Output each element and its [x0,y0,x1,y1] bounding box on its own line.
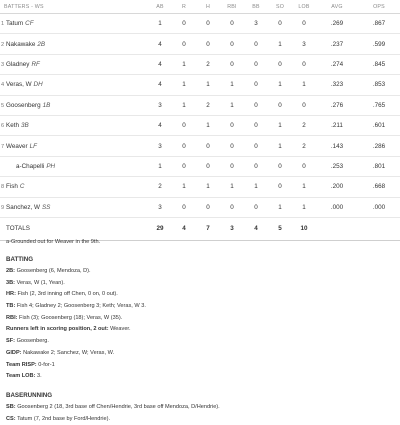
stat-rbi: 1 [220,177,244,197]
stat-ops: .801 [358,156,400,176]
stat-rbi: 0 [220,115,244,135]
batting-note-line [6,266,396,278]
player-cell [0,115,148,135]
batting-note-line [6,336,396,348]
player-cell [0,177,148,197]
col-lob-header[interactable]: LOB [292,0,316,14]
note-text: Weaver. [108,326,131,333]
player-position: 2B [37,40,46,48]
stat-avg: .237 [316,34,358,54]
stat-lob: 1 [292,177,316,197]
stat-lob: 2 [292,136,316,156]
player-position: SS [41,203,51,211]
stat-so: 1 [268,34,292,54]
batting-order: 8 [1,184,5,191]
stat-h: 1 [196,75,220,95]
col-rbi-header[interactable]: RBI [220,0,244,14]
note-text: Fish 4; Gladney 2; Goosenberg 3; Keth; Veras, W 3. [15,303,146,310]
stat-so: 0 [268,54,292,74]
table-row [0,115,400,135]
stat-ab: 1 [148,156,172,176]
stat-bb: 0 [244,197,268,217]
stat-rbi: 0 [220,54,244,74]
stat-avg: .276 [316,95,358,115]
stat-r: 1 [172,75,196,95]
stat-so: 0 [268,156,292,176]
stat-ops: .765 [358,95,400,115]
stat-ab: 4 [148,34,172,54]
note-label: Team LOB: [6,373,36,380]
player-position: LF [29,142,37,150]
col-ab-header[interactable]: AB [148,0,172,14]
batting-order: 1 [1,21,5,28]
stat-avg: .211 [316,115,358,135]
stat-ab: 4 [148,54,172,74]
stat-ops: .601 [358,115,400,135]
stat-ops: .845 [358,54,400,74]
totals-bb: 4 [244,217,268,240]
stat-lob: 1 [292,197,316,217]
baserunning-section-title: BASERUNNING [6,391,53,399]
stat-r: 1 [172,54,196,74]
stat-rbi: 0 [220,14,244,34]
stat-r: 0 [172,115,196,135]
stat-bb: 0 [244,75,268,95]
table-row [0,34,400,54]
baserunning-notes [6,402,396,425]
stat-lob: 2 [292,115,316,135]
note-label: GIDP: [6,349,22,356]
stat-lob: 3 [292,34,316,54]
note-label: 3B: [6,279,16,286]
table-row [0,156,400,176]
stat-so: 1 [268,115,292,135]
stat-ops: .668 [358,177,400,197]
player-cell [0,197,148,217]
batting-note-line [6,360,396,372]
stat-ops: .853 [358,75,400,95]
totals-ab: 29 [148,217,172,240]
stat-bb: 0 [244,95,268,115]
stat-so: 1 [268,197,292,217]
note-label: Runners left in scoring position, 2 out: [6,326,109,333]
stat-ab: 1 [148,14,172,34]
player-position: RF [31,60,40,68]
stat-lob: 1 [292,75,316,95]
note-label: SB: [6,403,16,410]
substitution-note: a-Grounded out for Weaver in the 9th. [6,239,101,245]
stat-avg: .000 [316,197,358,217]
totals-lob: 10 [292,217,316,240]
player-cell [0,156,148,176]
stat-lob: 0 [292,54,316,74]
stat-rbi: 0 [220,156,244,176]
note-text: Veras, W (1, Yean). [15,279,65,286]
stat-r: 0 [172,136,196,156]
player-position: PH [46,162,56,170]
baserunning-note-line [6,402,396,414]
batting-section-title: BATTING [6,256,34,263]
stat-h: 0 [196,14,220,34]
totals-label: TOTALS [0,217,148,240]
note-label: 2B: [6,268,16,274]
player-name-link[interactable]: Goosenberg [6,101,41,109]
stat-ab: 4 [148,115,172,135]
stat-ops: .286 [358,136,400,156]
totals-so: 5 [268,217,292,240]
player-position: C [19,183,25,191]
player-name-link[interactable]: Fish [6,183,18,191]
note-label: CS: [6,415,16,422]
stat-ab: 3 [148,197,172,217]
stat-lob: 0 [292,14,316,34]
stat-rbi: 1 [220,95,244,115]
player-cell [0,14,148,34]
stat-bb: 0 [244,136,268,156]
batting-note-line [6,313,396,325]
table-row [0,177,400,197]
stat-ab: 3 [148,95,172,115]
stat-so: 0 [268,14,292,34]
batting-order: 2 [1,41,5,48]
player-position: 3B [20,122,29,130]
note-text: 0-for-1 [36,361,55,368]
note-label: HR: [6,291,16,298]
stat-ab: 2 [148,177,172,197]
note-label: RBI: [6,314,18,321]
batting-order: 9 [1,204,5,211]
table-row [0,14,400,34]
stat-ab: 3 [148,136,172,156]
stat-lob: 0 [292,156,316,176]
batting-order: 6 [1,123,5,130]
stat-ops: .867 [358,14,400,34]
batting-note-line [6,289,396,301]
player-name-link[interactable]: Nakawake [6,40,36,48]
note-text: Goosenberg 2 (18, 3rd base off Chen/Hendrie, 3rd base off Mendoza, D/Hendrie). [15,403,220,410]
baserunning-note-line [6,414,396,425]
player-cell [0,34,148,54]
stat-r: 0 [172,14,196,34]
table-row [0,54,400,74]
stat-so: 1 [268,136,292,156]
stat-r: 0 [172,34,196,54]
stat-h: 0 [196,197,220,217]
stat-ops: .000 [358,197,400,217]
stat-h: 0 [196,34,220,54]
note-text: Goosenberg (6, Mendoza, D). [15,268,91,274]
player-name-link[interactable]: Tatum [6,20,24,28]
stat-r: 1 [172,95,196,115]
stat-h: 1 [196,177,220,197]
note-label: Team RISP: [6,361,37,368]
stat-lob: 0 [292,95,316,115]
player-cell [0,95,148,115]
batting-note-line [6,301,396,313]
player-name-link[interactable]: Sanchez, W [6,203,40,211]
stat-h: 0 [196,156,220,176]
game-notes [6,236,396,425]
stat-h: 1 [196,115,220,135]
totals-rbi: 3 [220,217,244,240]
stat-rbi: 0 [220,197,244,217]
stat-h: 2 [196,54,220,74]
col-bb-header[interactable]: BB [244,0,268,14]
stat-h: 2 [196,95,220,115]
note-label: SF: [6,338,16,345]
stat-avg: .253 [316,156,358,176]
table-row [0,197,400,217]
batting-note-line [6,348,396,360]
note-text: Fish (3); Goosenberg (18); Veras, W (35). [17,314,123,321]
player-cell [0,75,148,95]
player-name-link[interactable]: Gladney [6,60,30,68]
player-position: DH [33,81,43,89]
note-text: Goosenberg. [15,338,49,345]
stat-ab: 4 [148,75,172,95]
table-row [0,136,400,156]
col-h-header[interactable]: H [196,0,220,14]
stat-rbi: 0 [220,34,244,54]
batting-order: 3 [1,61,5,68]
stat-bb: 3 [244,14,268,34]
totals-r: 4 [172,217,196,240]
stat-rbi: 1 [220,75,244,95]
table-header [0,0,400,14]
stat-bb: 0 [244,115,268,135]
player-position: CF [25,20,34,28]
batting-notes [6,266,396,383]
stat-rbi: 0 [220,136,244,156]
table-row [0,75,400,95]
batting-note-line [6,324,396,336]
note-text: Nakawake 2; Sanchez, W; Veras, W. [21,349,115,356]
player-name-link[interactable]: Keth [6,122,19,130]
stat-bb: 1 [244,177,268,197]
stat-bb: 0 [244,156,268,176]
col-so-header[interactable]: SO [268,0,292,14]
col-ops-header[interactable]: OPS [358,0,400,14]
stat-so: 0 [268,95,292,115]
batting-note-line [6,278,396,290]
stat-bb: 0 [244,54,268,74]
stat-avg: .143 [316,136,358,156]
stat-bb: 0 [244,34,268,54]
stat-avg: .200 [316,177,358,197]
player-cell [0,54,148,74]
stat-r: 0 [172,197,196,217]
player-name-link[interactable]: Weaver [6,142,28,150]
note-text: 3. [35,373,42,380]
stat-avg: .269 [316,14,358,34]
note-text: Tatum (7, 2nd base by Ford/Hendrie). [15,415,111,422]
note-text: Fish (2, 3rd inning off Chen, 0 on, 0 out). [15,291,118,298]
player-name-link[interactable]: a-Chapelli [16,162,45,170]
batting-order: 5 [1,102,5,109]
stat-so: 1 [268,75,292,95]
totals-h: 7 [196,217,220,240]
batting-order: 7 [1,143,5,150]
stat-so: 0 [268,177,292,197]
col-avg-header[interactable]: AVG [316,0,358,14]
stat-avg: .274 [316,54,358,74]
batting-note-line [6,371,396,383]
stat-ops: .599 [358,34,400,54]
note-label: TB: [6,303,16,310]
table-row [0,95,400,115]
batting-order: 4 [1,82,5,89]
stat-r: 1 [172,177,196,197]
player-name-link[interactable]: Veras, W [6,81,32,89]
stat-r: 0 [172,156,196,176]
player-cell [0,136,148,156]
col-r-header[interactable]: R [172,0,196,14]
stat-avg: .323 [316,75,358,95]
player-position: 1B [42,101,51,109]
team-label: BATTERS - WS [0,0,148,14]
stat-h: 0 [196,136,220,156]
